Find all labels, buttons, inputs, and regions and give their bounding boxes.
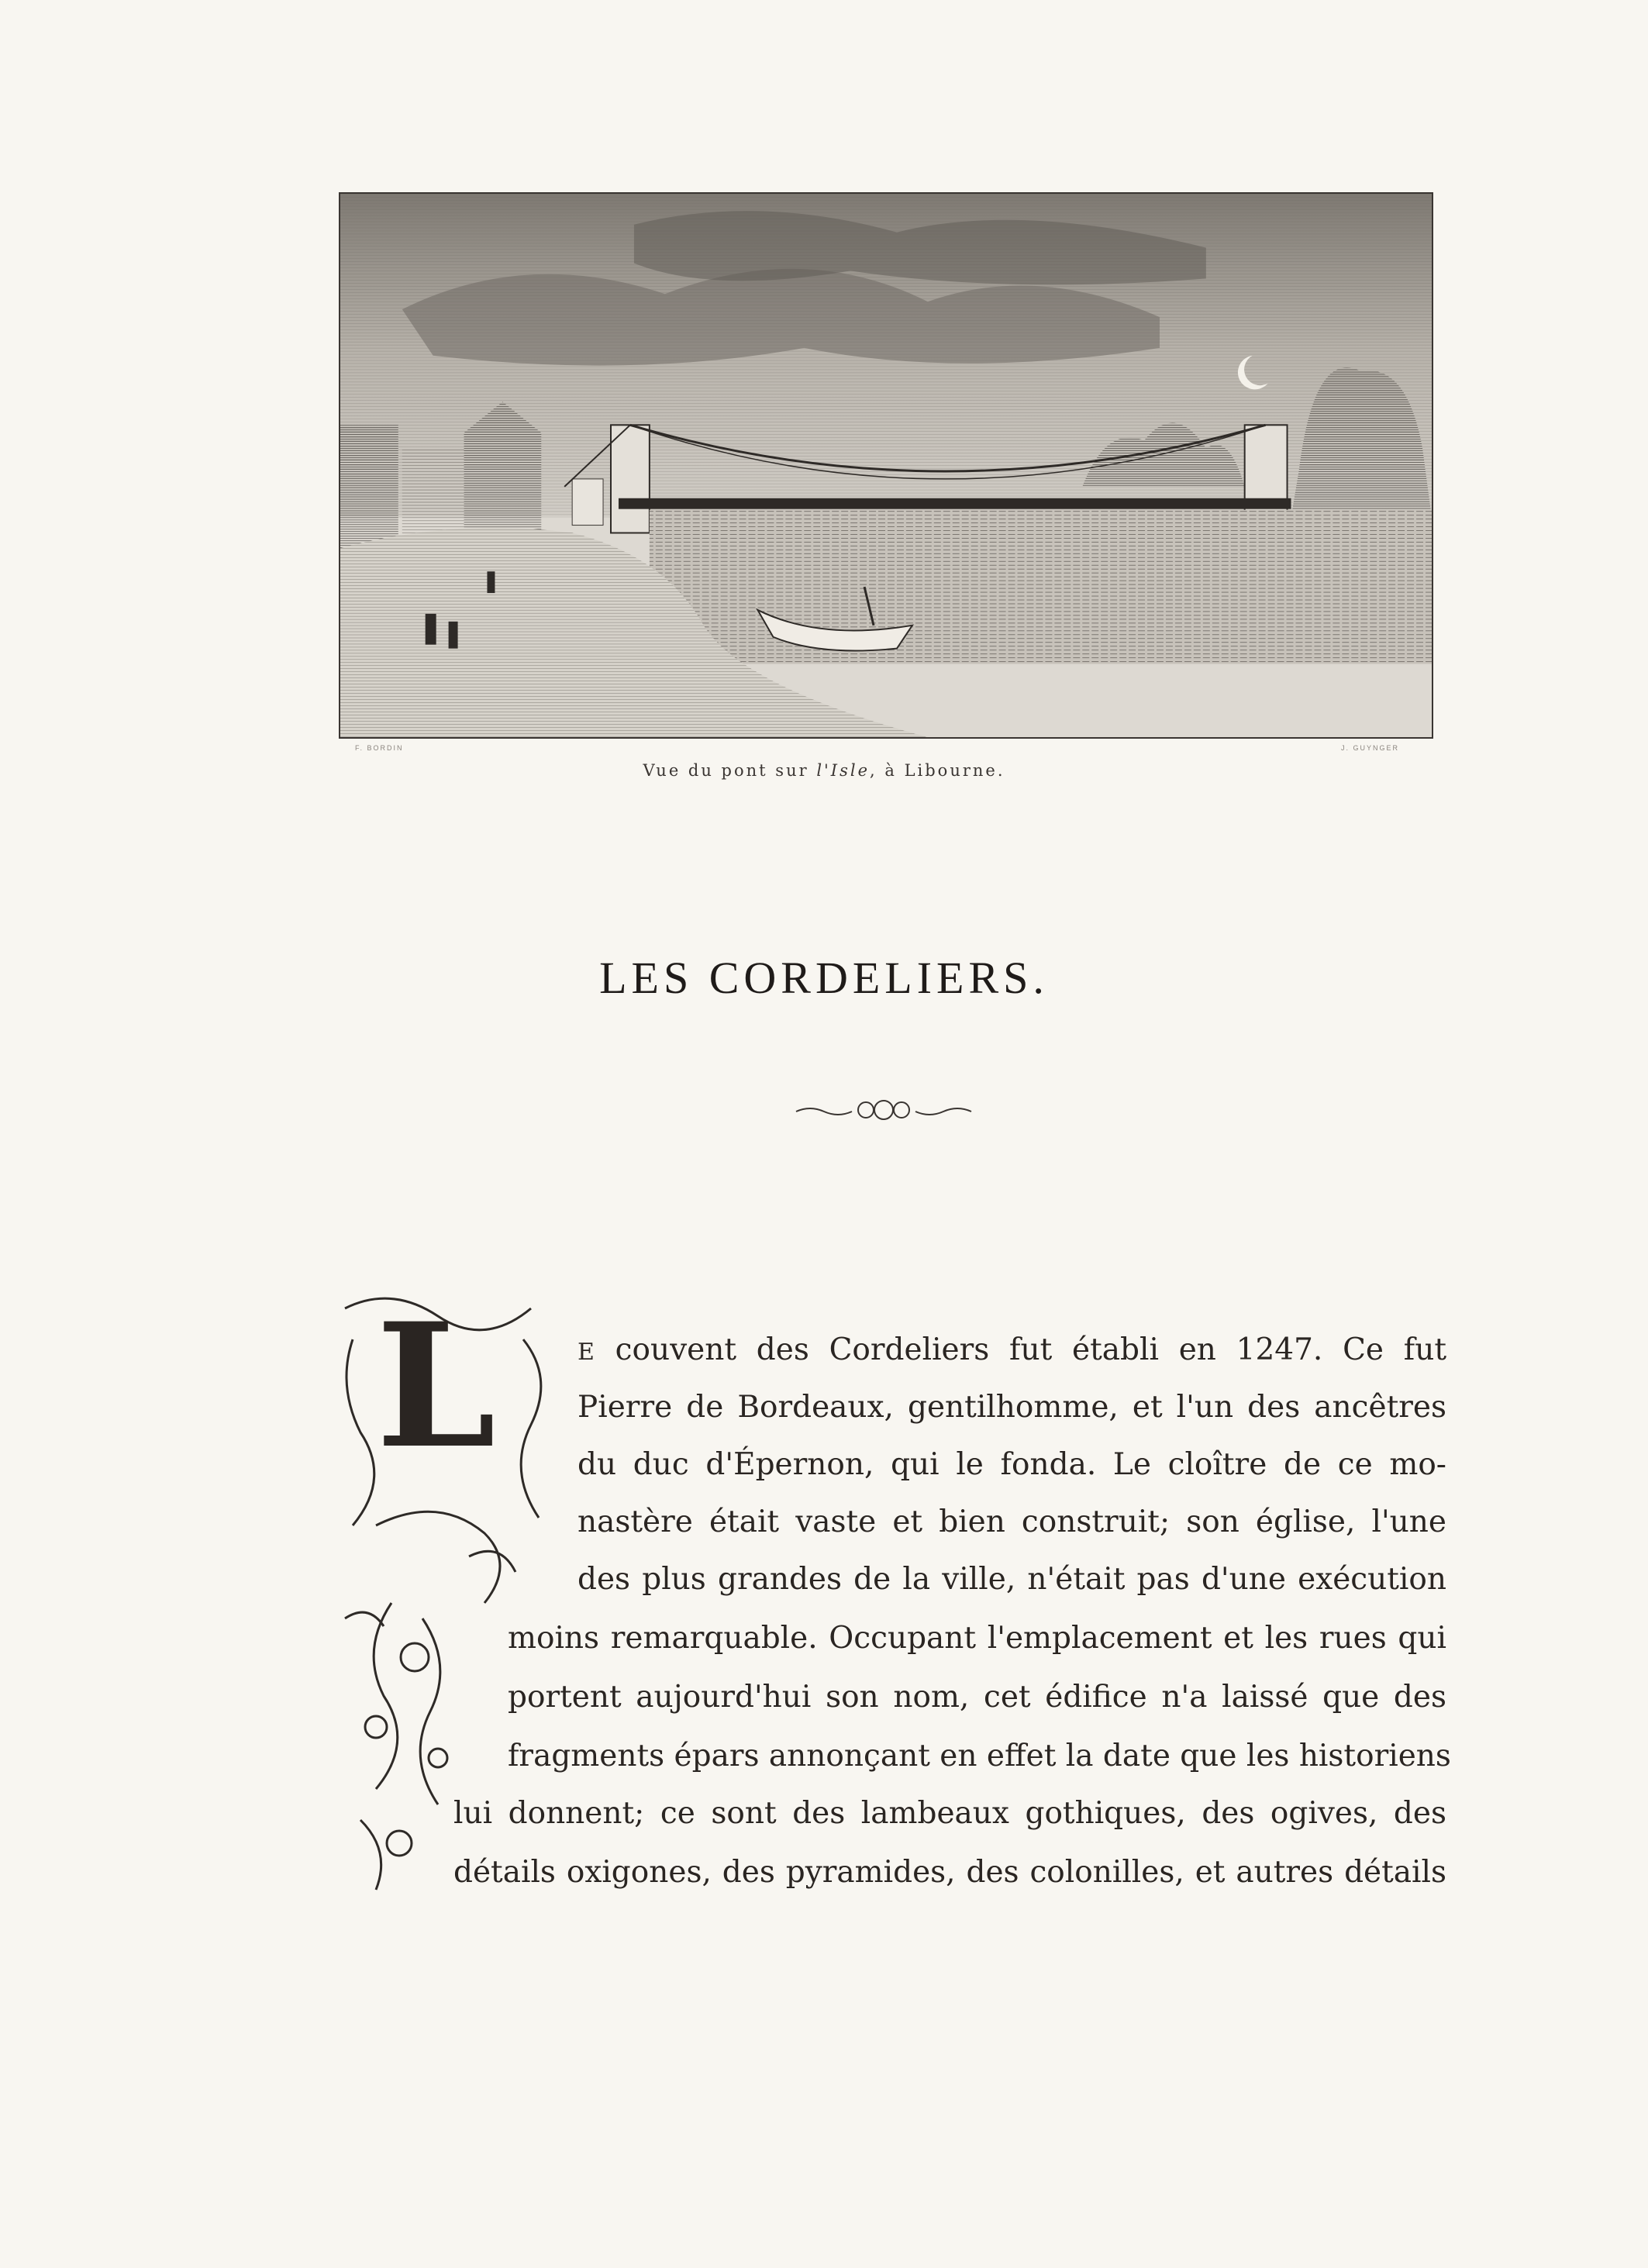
- ornamental-divider-icon: [795, 1094, 973, 1125]
- bridge-engraving-image: [340, 194, 1432, 737]
- body-line-1: [577, 1332, 1446, 1367]
- first-word-remainder: E: [577, 1339, 595, 1366]
- body-line-9: lui donnent; ce sont des lambeaux gothiques, des ogives, des: [453, 1796, 1446, 1831]
- body-line-2: Pierre de Bordeaux, gentilhomme, et l'un des ancêtres: [577, 1390, 1446, 1425]
- chapter-title: LES CORDELIERS.: [599, 953, 1049, 1003]
- body-line-1-text: couvent des Cordeliers fut établi en 1247. Ce fut: [595, 1332, 1446, 1367]
- body-line-6: moins remarquable. Occupant l'emplacement et les rues qui: [508, 1621, 1446, 1656]
- body-line-3: du duc d'Épernon, qui le fonda. Le cloître de ce mo-: [577, 1447, 1446, 1482]
- engraver-signature-right: J. GUYNGER: [1341, 744, 1400, 752]
- illustration-caption: [0, 761, 1648, 780]
- engraving-illustration: [339, 192, 1433, 739]
- caption-text-before: Vue du pont sur: [643, 761, 817, 780]
- body-line-10: détails oxigones, des pyramides, des colonilles, et autres détails: [453, 1855, 1446, 1890]
- body-line-7: portent aujourd'hui son nom, cet édifice n'a laissé que des: [508, 1680, 1446, 1715]
- caption-text-after: , à Libourne.: [870, 761, 1005, 780]
- caption-text-italic: l'Isle: [816, 761, 871, 780]
- body-line-4: nastère était vaste et bien construit; son église, l'une: [577, 1505, 1446, 1539]
- drop-cap-letter: L: [376, 1285, 496, 1486]
- body-line-8: fragments épars annonçant en effet la date que les historiens: [508, 1739, 1451, 1773]
- body-line-5: des plus grandes de la ville, n'était pas d'une exécution: [577, 1562, 1446, 1597]
- engraver-signature-left: F. BORDIN: [355, 744, 404, 752]
